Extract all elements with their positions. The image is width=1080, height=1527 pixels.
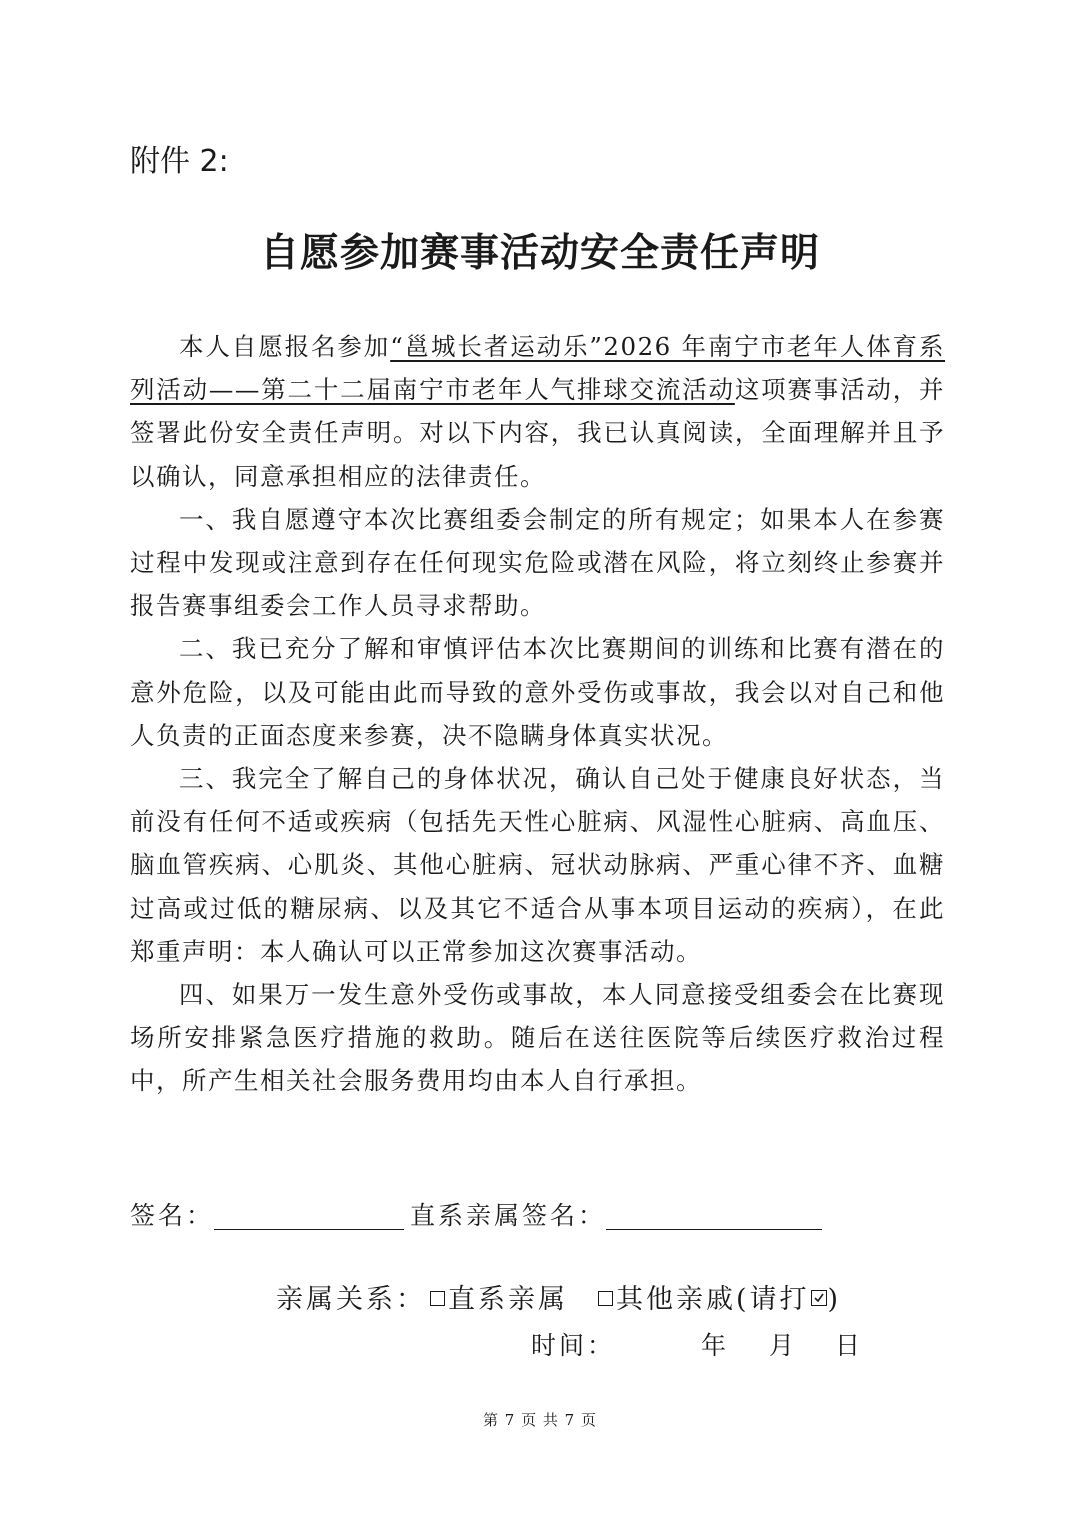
declaration-body — [130, 325, 945, 1103]
intro-prefix: 本人自愿报名参加 — [179, 332, 391, 361]
clause-1: 一、我自愿遵守本次比赛组委会制定的所有规定；如果本人在参赛过程中发现或注意到存在任何现实危险或潜在风险，将立刻终止参赛并报告赛事组委会工作人员寻求帮助。 — [130, 504, 945, 621]
date-day: 日 — [835, 1331, 864, 1360]
intro-paragraph — [130, 325, 945, 498]
intro-suffix: 这项赛事活动，并签署此份安全责任声明。对以下内容，我已认真阅读，全面理解并且予以确认，同意承担相应的法律责任。 — [130, 375, 945, 491]
date-label: 时间： — [531, 1331, 616, 1360]
document-title: 自愿参加赛事活动安全责任声明 — [259, 231, 820, 276]
clause-4: 四、如果万一发生意外受伤或事故，本人同意接受组委会在比赛现场所安排紧急医疗措施的救助。随后在送往医院等后续医疗救治过程中，所产生相关社会服务费用均由本人自行承担。 — [130, 980, 945, 1096]
direct-relative-checkbox[interactable] — [430, 1291, 445, 1306]
sign-label: 签名： — [130, 1201, 215, 1230]
other-relative-checkbox[interactable] — [598, 1291, 613, 1306]
relative-sign-label: 直系亲属签名： — [410, 1201, 607, 1230]
date-year: 年 — [701, 1331, 730, 1360]
relation-label: 亲属关系： — [276, 1284, 426, 1315]
attachment-label: 附件 2: — [130, 144, 229, 179]
close-paren: ) — [827, 1284, 842, 1315]
date-month: 月 — [769, 1331, 798, 1360]
event-name: “邕城长者运动乐”2026 年南宁市老年人体育系列活动——第二十二届南宁市老年人气排球交流活动 — [130, 332, 946, 405]
checked-box-icon — [811, 1290, 827, 1306]
direct-relative-option: 直系亲属 — [448, 1284, 568, 1315]
relative-sign-blank[interactable] — [606, 1201, 822, 1230]
signature-row — [130, 1196, 822, 1236]
clause-3: 三、我完全了解自己的身体状况，确认自己处于健康良好状态，当前没有任何不适或疾病（包括先天性心脏病、风湿性心脏病、高血压、脑血管疾病、心肌炎、其他心脏病、冠状动脉病、严重心律不齐、血糖过高或过低的糖尿病、以及其它不适合从事本项目运动的疾病），在此郑重声明：本人确认可以正常参加这次赛事活动。 — [130, 764, 945, 966]
page-number: 第 7 页 共 7 页 — [483, 1411, 597, 1429]
clause-2: 二、我已充分了解和审慎评估本次比赛期间的训练和比赛有潜在的意外危险，以及可能由此而导致的意外受伤或事故，我会以对自己和他人负责的正面态度来参赛，决不隐瞒身体真实状况。 — [130, 634, 945, 750]
relation-row — [276, 1278, 841, 1322]
date-row — [531, 1326, 863, 1366]
sign-blank[interactable] — [214, 1201, 404, 1230]
other-relative-option: 其他亲戚(请打 — [616, 1284, 810, 1315]
